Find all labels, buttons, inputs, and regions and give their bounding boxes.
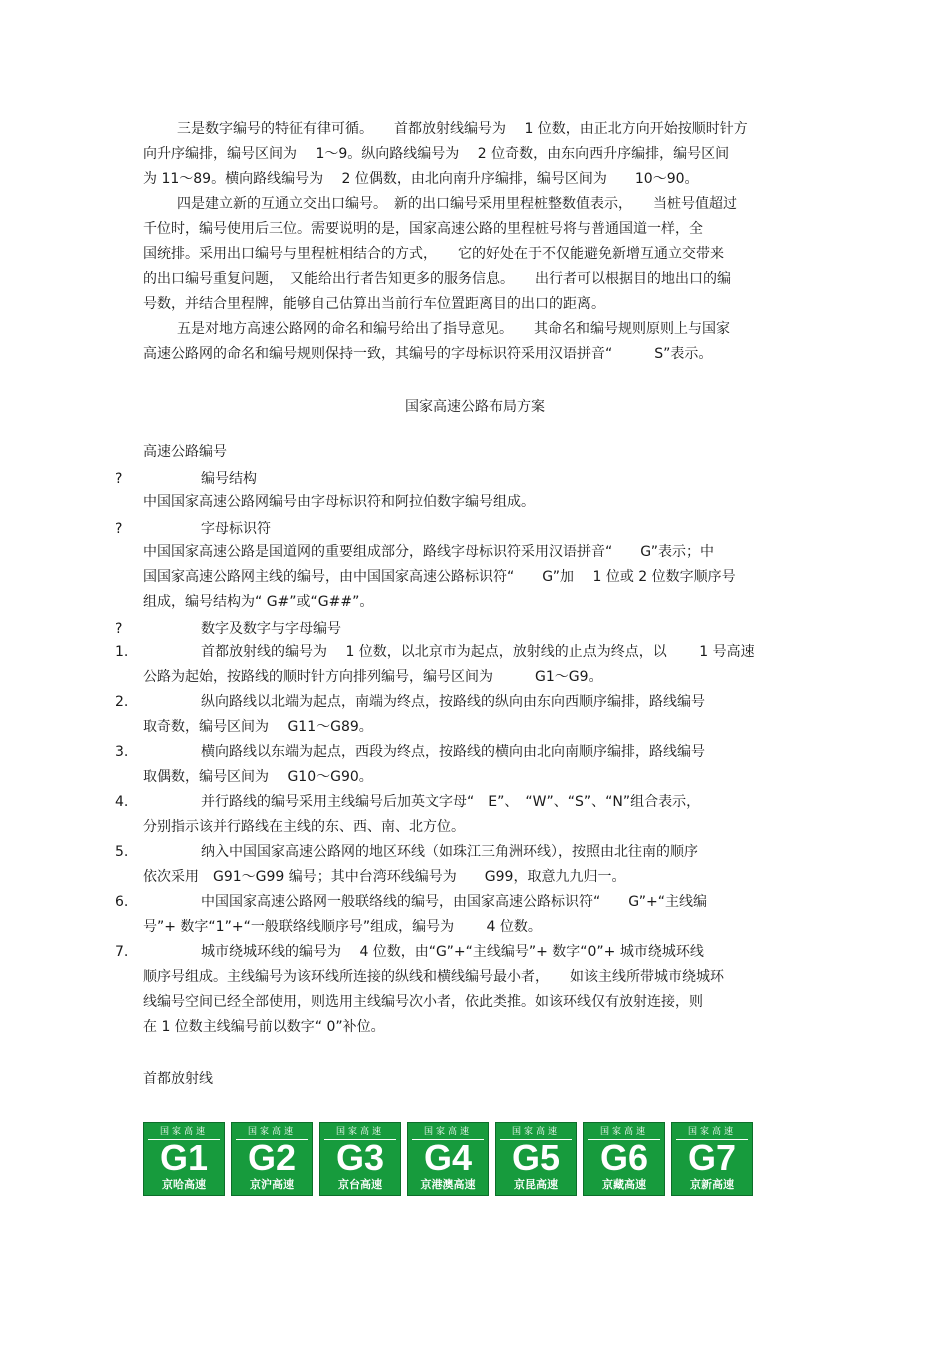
list-item-text: 纳入中国国家高速公路网的地区环线（如珠江三角洲环线），按照由北往南的顺序 [201, 844, 698, 860]
sign-header: 国家高速 [148, 1126, 220, 1140]
intro-line: 的出口编号重复问题， 又能给出行者告知更多的服务信息。 出行者可以根据目的地出口的编 [143, 271, 731, 287]
intro-line: 为 11～89。横向路线编号为 2 位偶数，由北向南升序编排，编号区间为 10～90。 [143, 171, 699, 187]
list-item-text: 公路为起始，按路线的顺时针方向排列编号，编号区间为 G1～G9。 [143, 669, 603, 685]
sign-header: 国家高速 [236, 1126, 308, 1140]
intro-line: 千位时，编号使用后三位。需要说明的是，国家高速公路的里程桩号将与普通国道一样，全 [143, 221, 703, 237]
sign-route-name: 京藏高速 [602, 1178, 646, 1191]
sign-code: G2 [247, 1137, 297, 1178]
list-number: 3. [115, 744, 129, 760]
highway-sign-g3 [319, 1122, 401, 1196]
intro-line: 国统排。采用出口编号与里程桩相结合的方式， 它的好处在于不仅能避免新增互通立交带来 [143, 246, 724, 262]
highway-sign-g6 [583, 1122, 665, 1196]
sign-header: 国家高速 [500, 1126, 572, 1140]
radial-heading: 首都放射线 [143, 1071, 213, 1087]
highway-sign-g5 [495, 1122, 577, 1196]
sign-code: G7 [687, 1137, 737, 1178]
sign-header: 国家高速 [324, 1126, 396, 1140]
sign-header: 国家高速 [412, 1126, 484, 1140]
intro-line: 四是建立新的互通立交出口编号。 新的出口编号采用里程桩整数值表示， 当桩号值超过 [177, 196, 737, 212]
sign-route-name: 京港澳高速 [420, 1178, 476, 1191]
sign-header: 国家高速 [588, 1126, 660, 1140]
sign-header: 国家高速 [676, 1126, 748, 1140]
list-item-text: 依次采用 G91～G99 编号；其中台湾环线编号为 G99，取意九九归一。 [143, 869, 626, 885]
intro-line: 向升序编排，编号区间为 1～9。纵向路线编号为 2 位奇数，由东向西升序编排，编号区间 [143, 146, 730, 162]
sign-code: G3 [335, 1137, 385, 1178]
list-number: 6. [115, 894, 129, 910]
sign-route-name: 京沪高速 [250, 1178, 294, 1191]
sign-route-name: 京新高速 [690, 1178, 734, 1191]
list-number: 5. [115, 844, 129, 860]
list-item-text: 首都放射线的编号为 1 位数，以北京市为起点，放射线的止点为终点，以 1 号高速 [201, 644, 755, 660]
list-item-text: 中国国家高速公路网一般联络线的编号，由国家高速公路标识符“ G”+“主线编 [201, 894, 708, 910]
list-number: 2. [115, 694, 129, 710]
sign-route-name: 京哈高速 [162, 1178, 206, 1191]
bullet-text: 中国国家高速公路是国道网的重要组成部分，路线字母标识符采用汉语拼音“ G”表示；中 [143, 544, 715, 560]
list-number: 1. [115, 644, 129, 660]
list-item-text: 号”+ 数字“1”+“一般联络线顺序号”组成，编号为 4 位数。 [143, 919, 542, 935]
intro-line: 高速公路网的命名和编号规则保持一致，其编号的字母标识符采用汉语拼音“ S”表示。 [143, 346, 713, 362]
sign-route-name: 京台高速 [338, 1178, 382, 1191]
sign-code: G1 [159, 1137, 209, 1178]
highway-sign-g4 [407, 1122, 489, 1196]
sign-code: G6 [599, 1137, 649, 1178]
highway-sign-g1 [143, 1122, 225, 1196]
section-heading: 高速公路编号 [143, 444, 227, 460]
bullet-heading: 编号结构 [201, 471, 257, 487]
sign-code: G4 [423, 1137, 473, 1178]
bullet-marker: ? [115, 521, 123, 537]
list-number: 4. [115, 794, 129, 810]
list-item-text: 横向路线以东端为起点，西段为终点，按路线的横向由北向南顺序编排，路线编号 [201, 744, 705, 760]
bullet-text: 组成，编号结构为“ G#”或“G##”。 [143, 594, 374, 610]
intro-line: 五是对地方高速公路网的命名和编号给出了指导意见。 其命名和编号规则原则上与国家 [177, 321, 730, 337]
sign-route-name: 京昆高速 [514, 1178, 558, 1191]
bullet-text: 国国家高速公路网主线的编号，由中国国家高速公路标识符“ G”加 1 位或 2 位数字顺序号 [143, 569, 736, 585]
list-item-text: 城市绕城环线的编号为 4 位数，由“G”+“主线编号”+ 数字“0”+ 城市绕城环线 [201, 944, 704, 960]
list-item-text: 纵向路线以北端为起点，南端为终点，按路线的纵向由东向西顺序编排，路线编号 [201, 694, 705, 710]
bullet-text: 中国国家高速公路网编号由字母标识符和阿拉伯数字编号组成。 [143, 494, 535, 510]
bullet-heading: 数字及数字与字母编号 [201, 621, 341, 637]
highway-sign-g7 [671, 1122, 753, 1196]
list-item-text: 分别指示该并行路线在主线的东、西、南、北方位。 [143, 819, 465, 835]
list-item-text: 并行路线的编号采用主线编号后加英文字母“ E”、 “W”、“S”、“N”组合表示， [201, 794, 701, 810]
highway-sign-row [143, 1122, 753, 1196]
bullet-marker: ? [115, 621, 123, 637]
list-number: 7. [115, 944, 129, 960]
list-item-text: 取偶数，编号区间为 G10～G90。 [143, 769, 373, 785]
highway-sign-g2 [231, 1122, 313, 1196]
list-item-text: 取奇数，编号区间为 G11～G89。 [143, 719, 373, 735]
bullet-heading: 字母标识符 [201, 521, 271, 537]
intro-line: 号数，并结合里程牌，能够自己估算出当前行车位置距离目的出口的距离。 [143, 296, 605, 312]
sign-code: G5 [511, 1137, 561, 1178]
list-item-text: 线编号空间已经全部使用，则选用主线编号次小者，依此类推。如该环线仅有放射连接，则 [143, 994, 703, 1010]
list-item-text: 在 1 位数主线编号前以数字“ 0”补位。 [143, 1019, 385, 1035]
intro-line: 三是数字编号的特征有律可循。 首都放射线编号为 1 位数，由正北方向开始按顺时针方 [177, 121, 748, 137]
list-item-text: 顺序号组成。主线编号为该环线所连接的纵线和横线编号最小者， 如该主线所带城市绕城环 [143, 969, 724, 985]
document-title: 国家高速公路布局方案 [405, 399, 545, 415]
bullet-marker: ? [115, 471, 123, 487]
